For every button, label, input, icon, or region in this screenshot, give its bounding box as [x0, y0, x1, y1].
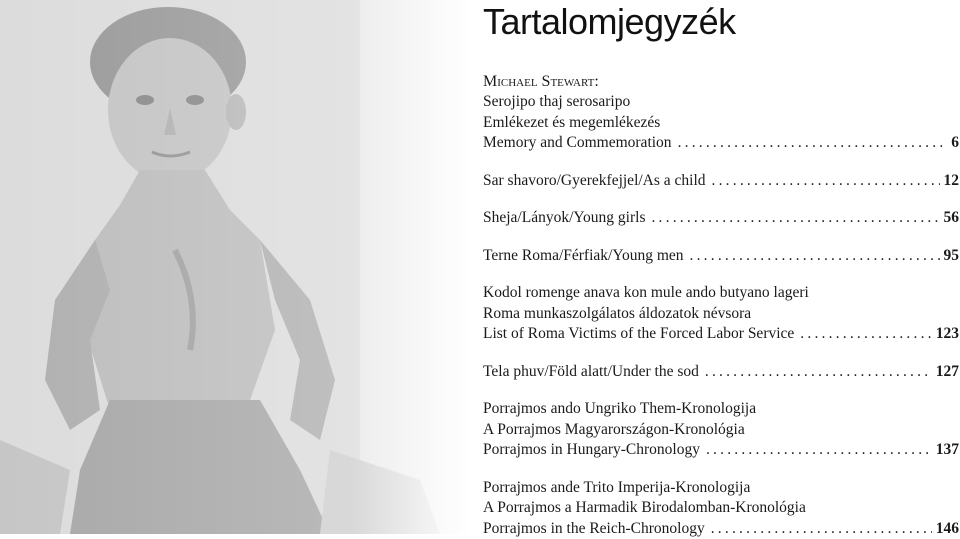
entry-title-final-line	[483, 519, 959, 539]
toc-entry-under-the-sod[interactable]	[483, 362, 959, 383]
entry-title-final-line	[483, 324, 959, 345]
entry-title-line: Roma munkaszolgálatos áldozatok névsora	[483, 304, 959, 325]
page-number: 12	[944, 171, 960, 192]
toc-entry-reich-chronology[interactable]	[483, 478, 959, 539]
entry-title-final-line	[483, 246, 959, 267]
table-of-contents	[483, 72, 959, 539]
entry-title-line: A Porrajmos a Harmadik Birodalomban-Kronológia	[483, 498, 959, 519]
entry-title-final-line	[483, 440, 959, 461]
toc-entry-commemoration[interactable]	[483, 72, 959, 154]
toc-entry-hungary-chronology[interactable]	[483, 399, 959, 461]
dot-leader	[800, 324, 931, 345]
page-number: 56	[944, 208, 960, 229]
entry-title: Terne Roma/Férfiak/Young men	[483, 246, 684, 267]
entry-title: Porrajmos in the Reich-Chronology	[483, 519, 705, 539]
entry-title: Sar shavoro/Gyerekfejjel/As a child	[483, 171, 706, 192]
entry-title-line: Serojipo thaj serosaripo	[483, 92, 959, 113]
page-number: 127	[936, 362, 959, 383]
dot-leader	[651, 208, 939, 229]
entry-title-line: Kodol romenge anava kon mule ando butyano lageri	[483, 283, 959, 304]
entry-author: Michael Stewart:	[483, 72, 959, 92]
entry-title-line: A Porrajmos Magyarországon-Kronológia	[483, 420, 959, 441]
page-number: 146	[936, 519, 959, 539]
dot-leader	[706, 440, 932, 461]
toc-entry-young-men[interactable]	[483, 246, 959, 267]
entry-title-line: Porrajmos ando Ungriko Them-Kronologija	[483, 399, 959, 420]
toc-entry-as-a-child[interactable]	[483, 171, 959, 192]
entry-title: Tela phuv/Föld alatt/Under the sod	[483, 362, 699, 383]
page-number: 123	[936, 324, 959, 345]
page-number: 95	[944, 246, 960, 267]
toc-entry-victims-list[interactable]	[483, 283, 959, 345]
entry-title: Memory and Commemoration	[483, 133, 672, 154]
page-number: 137	[936, 440, 959, 461]
entry-title-final-line	[483, 208, 959, 229]
entry-title-line: Emlékezet és megemlékezés	[483, 113, 959, 134]
entry-title-final-line	[483, 171, 959, 192]
page-title: Tartalomjegyzék	[483, 0, 736, 44]
dot-leader	[678, 133, 948, 154]
entry-title-line: Porrajmos ande Trito Imperija-Kronologija	[483, 478, 959, 499]
entry-title: Sheja/Lányok/Young girls	[483, 208, 645, 229]
dot-leader	[712, 171, 940, 192]
dot-leader	[690, 246, 940, 267]
entry-title-final-line	[483, 362, 959, 383]
entry-title: Porrajmos in Hungary-Chronology	[483, 440, 700, 461]
toc-entry-young-girls[interactable]	[483, 208, 959, 229]
child-portrait-image	[0, 0, 470, 534]
background-photo	[0, 0, 470, 534]
dot-leader	[711, 519, 932, 539]
entry-title-final-line	[483, 133, 959, 154]
entry-title: List of Roma Victims of the Forced Labor Service	[483, 324, 794, 345]
dot-leader	[705, 362, 932, 383]
page-number: 6	[951, 133, 959, 154]
